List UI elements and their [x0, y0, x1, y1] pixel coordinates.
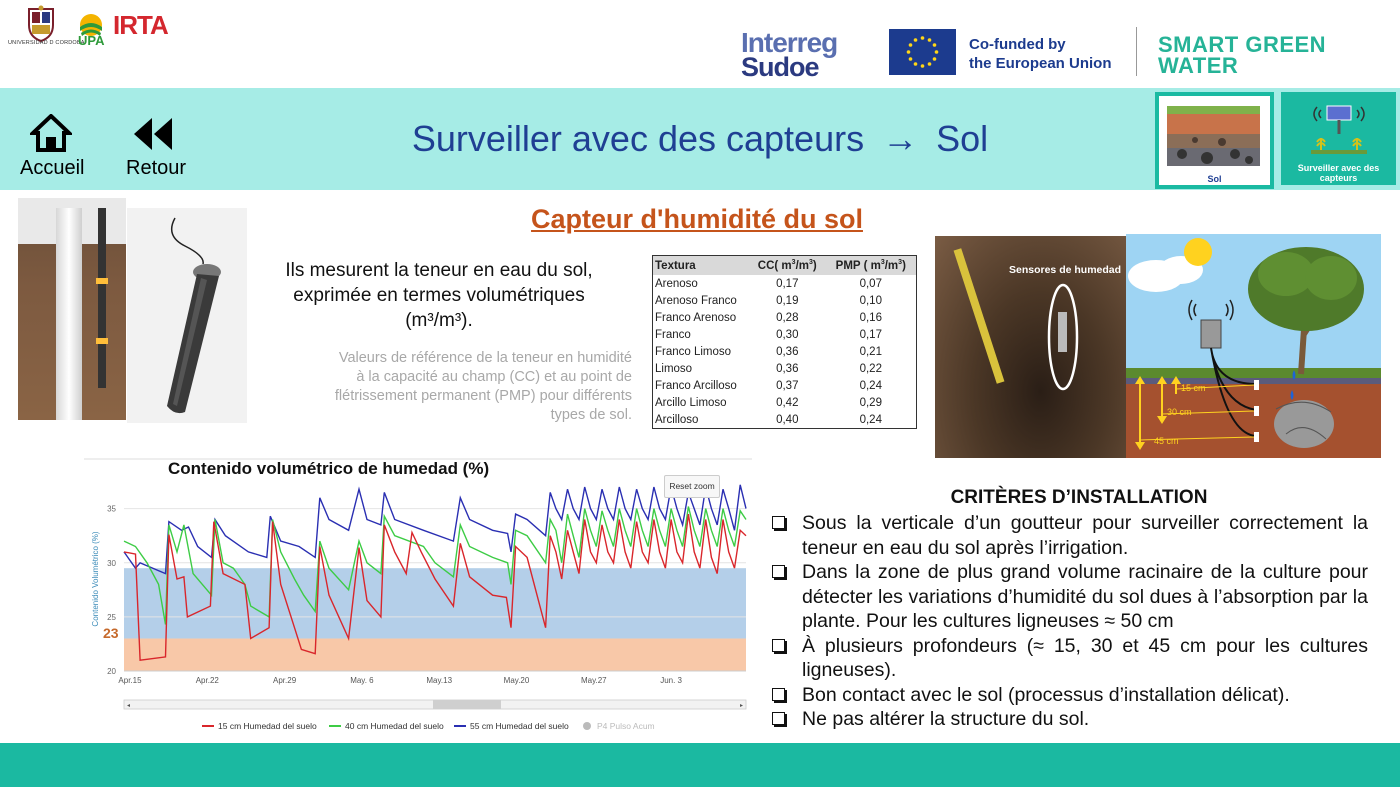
soil-texture-cell: Franco	[653, 326, 750, 343]
smart-green-water-logo	[1158, 34, 1326, 76]
back-label: Retour	[126, 157, 187, 179]
arrow-right-icon: →	[882, 118, 919, 159]
criteria-title: CRITÈRES D’INSTALLATION	[950, 487, 1208, 508]
card-sol[interactable]	[1155, 92, 1274, 189]
x-tick-label: Apr.15	[118, 676, 142, 685]
criteria-list	[768, 511, 1368, 732]
sensor-product-photo	[127, 208, 247, 423]
cc-value-cell: 0,37	[776, 379, 799, 392]
interreg-logo-line2: Sudoe	[741, 52, 819, 82]
soil-texture-cell: Franco Limoso	[653, 343, 750, 360]
measuring-tape	[954, 248, 1005, 384]
table-row	[653, 292, 917, 309]
y-tick-label: 25	[107, 612, 116, 622]
soil-texture-cell: Limoso	[653, 360, 750, 377]
interreg-logo-line1: Interreg	[741, 27, 838, 58]
university-cordoba-text: UNIVERSIDAD D CORDOBA	[8, 40, 85, 46]
table-header-row	[653, 256, 917, 276]
criteria-item	[768, 634, 1368, 683]
legend-item-label: P4 Pulso Acum	[597, 721, 655, 731]
cc-value-cell: 0,40	[776, 413, 799, 426]
cc-value-cell: 0,28	[776, 311, 799, 324]
criteria-item-text: Sous la verticale d’un goutteur pour surveiller correctement la teneur en eau du sol après l’irrigation.	[802, 512, 1368, 559]
x-tick-label: Apr.29	[273, 676, 297, 685]
checkbox-bullet-icon	[772, 565, 785, 578]
humidity-line-chart	[84, 457, 752, 739]
table-header: PMP ( $m^3/m^3$)	[826, 256, 917, 276]
pmp-value-cell: 0,24	[859, 379, 882, 392]
card-sensors-label: Surveiller avec des capteurs	[1297, 163, 1380, 183]
pmp-value-cell: 0,29	[859, 396, 882, 409]
criteria-item-text: Dans la zone de plus grand volume racinaire de la culture pour détecter les variations d’humidité du sol dues à l’absorption par la plante. Pour les cultures ligneuses ≈ 50 cm	[802, 561, 1368, 632]
sensor-plant-icon	[1311, 100, 1367, 156]
cc-value-cell: 0,17	[776, 277, 799, 290]
reference-note: Valeurs de référence de la teneur en humidité à la capacité au champ (CC) et au point de flétrissement permanent (PMP) pour différents types de sol.	[334, 350, 632, 423]
y-axis-label: Contenido Volumétrico (%)	[91, 531, 100, 627]
page-title-part1: Surveiller avec des capteurs	[411, 118, 865, 159]
soil-texture-cell: Arenoso Franco	[653, 292, 750, 309]
criteria-item	[768, 683, 1368, 708]
soil-layers-image	[1167, 106, 1260, 166]
depth-15-label: 15 cm	[1181, 383, 1206, 393]
pmp-value-cell: 0,22	[859, 362, 882, 375]
legend-item-label: 40 cm Humedad del suelo	[345, 721, 444, 731]
criteria-item	[768, 511, 1368, 560]
reset-zoom-button[interactable]: Reset zoom	[664, 475, 720, 498]
soil-texture-cell: Arenoso	[653, 275, 750, 292]
table-row	[653, 394, 917, 411]
access-tube	[56, 208, 82, 420]
navigator-left-arrow: ◂	[127, 703, 131, 709]
soil-reference-table	[652, 255, 917, 429]
cofunded-text	[969, 35, 1112, 73]
sensor-band	[96, 278, 108, 284]
depth-30-label: 30 cm	[1167, 407, 1192, 417]
sensor-band	[96, 338, 108, 344]
criteria-item-text: À plusieurs profondeurs (≈ 15, 30 et 45 cm pour les cultures ligneuses).	[802, 634, 1368, 681]
table-row	[653, 360, 917, 377]
pmp-value-cell: 0,10	[859, 294, 882, 307]
field-sensor-photo	[935, 236, 1127, 458]
cc-value-cell: 0,36	[776, 345, 799, 358]
pmp-value-cell: 0,17	[859, 328, 882, 341]
table-header: Textura	[653, 256, 750, 276]
criteria-item	[768, 560, 1368, 634]
cc-value-cell: 0,30	[776, 328, 799, 341]
checkbox-bullet-icon	[772, 712, 785, 725]
criteria-item-text: Bon contact avec le sol (processus d’installation délicat).	[802, 683, 1290, 706]
pmp-value-cell: 0,07	[859, 277, 882, 290]
section-title: Capteur d'humidité du sol	[531, 204, 863, 234]
soil-texture-cell: Arcillo Limoso	[653, 394, 750, 411]
intro-text: Ils mesurent la teneur en eau du sol, exprimée en termes volumétriques (m³/m³).	[285, 260, 593, 331]
pmp-value-cell: 0,24	[859, 413, 882, 426]
chart-title: Contenido volumétrico de humedad (%)	[168, 459, 490, 478]
table-row	[653, 343, 917, 360]
cc-value-cell: 0,19	[776, 294, 799, 307]
cofunded-line1: Co-funded by	[969, 36, 1066, 53]
card-sensors[interactable]	[1281, 92, 1396, 185]
threshold-band	[124, 639, 746, 671]
depth-45-label: 45 cm	[1154, 436, 1179, 446]
threshold-23-label: 23	[103, 625, 119, 641]
page-title-part2: Sol	[936, 118, 989, 159]
sensor-probe	[98, 208, 106, 388]
x-tick-label: Jun. 3	[660, 676, 682, 685]
y-tick-label: 30	[107, 558, 116, 568]
checkbox-bullet-icon	[772, 639, 785, 652]
x-tick-label: May.20	[503, 676, 530, 685]
navigator-right-arrow: ▸	[740, 703, 744, 709]
navigator-handle	[433, 700, 501, 709]
cc-value-cell: 0,36	[776, 362, 799, 375]
card-sol-label: Sol	[1207, 174, 1222, 184]
y-tick-label: 20	[107, 667, 116, 676]
pmp-value-cell: 0,21	[859, 345, 882, 358]
table-row	[653, 309, 917, 326]
upa-text: UPA	[78, 33, 105, 48]
soil-sensor-icon	[145, 216, 235, 416]
soil-texture-cell: Franco Arcilloso	[653, 377, 750, 394]
cc-value-cell: 0,42	[776, 396, 799, 409]
tree-sensor-diagram	[1126, 234, 1381, 458]
soil-texture-cell: Arcilloso	[653, 411, 750, 429]
sensor-highlight	[1043, 282, 1083, 392]
x-tick-label: Apr.22	[195, 676, 219, 685]
sensors-photo-label: Sensores de humedad	[1009, 264, 1122, 276]
pmp-value-cell: 0,16	[859, 311, 882, 324]
table-row	[653, 377, 917, 394]
x-tick-label: May.27	[580, 676, 607, 685]
x-tick-label: May.13	[426, 676, 453, 685]
eu-flag-icon	[889, 29, 956, 75]
water-line: WATER	[1158, 53, 1239, 78]
checkbox-bullet-icon	[772, 516, 785, 529]
table-header: CC( $m^3/m^3$)	[749, 256, 826, 276]
smart-green-line: SMART GREEN	[1158, 32, 1327, 57]
logo-divider	[1136, 27, 1137, 76]
table-row	[653, 411, 917, 429]
checkbox-bullet-icon	[772, 688, 785, 701]
legend-swatch	[583, 722, 591, 730]
legend-item-label: 55 cm Humedad del suelo	[470, 721, 569, 731]
home-label: Accueil	[20, 157, 85, 179]
cofunded-line2: the European Union	[969, 55, 1112, 72]
criteria-item-text: Ne pas altérer la structure du sol.	[802, 708, 1090, 730]
footer-band	[0, 743, 1400, 787]
criteria-item	[768, 707, 1368, 732]
legend-item-label: 15 cm Humedad del suelo	[218, 721, 317, 731]
table-row	[653, 275, 917, 292]
x-tick-label: May. 6	[350, 676, 374, 685]
irta-logo: IRTA	[113, 10, 168, 40]
table-row	[653, 326, 917, 343]
y-tick-label: 35	[107, 504, 116, 514]
soil-texture-cell: Franco Arenoso	[653, 309, 750, 326]
